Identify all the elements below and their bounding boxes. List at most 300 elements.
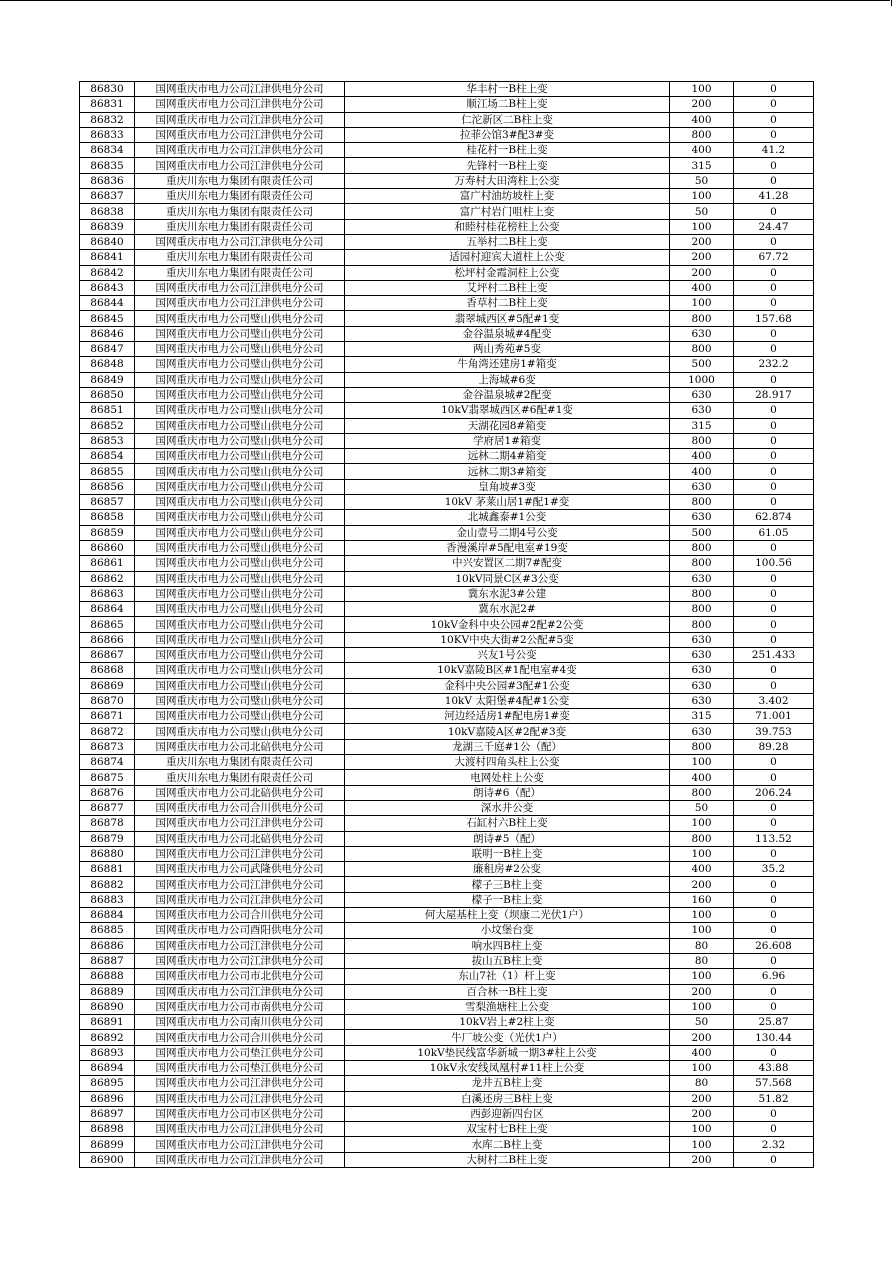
table-row bbox=[80, 219, 814, 234]
value-cell: 0 bbox=[734, 1106, 814, 1121]
transformer-name-cell: 仁沱新区二B柱上变 bbox=[345, 112, 670, 127]
table-row bbox=[80, 82, 814, 97]
capacity-cell: 630 bbox=[670, 663, 734, 678]
value-cell: 0 bbox=[734, 403, 814, 418]
row-id-cell: 86893 bbox=[80, 1045, 135, 1060]
transformer-name-cell: 雪梨渔塘柱上公变 bbox=[345, 999, 670, 1014]
transformer-name-cell: 香漫溪岸#5配电室#19变 bbox=[345, 540, 670, 555]
capacity-cell: 80 bbox=[670, 1076, 734, 1091]
table-row bbox=[80, 999, 814, 1014]
capacity-cell: 100 bbox=[670, 755, 734, 770]
transformer-name-cell: 富广村油坊坡柱上变 bbox=[345, 189, 670, 204]
row-id-cell: 86869 bbox=[80, 678, 135, 693]
row-id-cell: 86866 bbox=[80, 632, 135, 647]
capacity-cell: 400 bbox=[670, 280, 734, 295]
capacity-cell: 100 bbox=[670, 908, 734, 923]
value-cell: 0 bbox=[734, 602, 814, 617]
row-id-cell: 86880 bbox=[80, 846, 135, 861]
value-cell: 0 bbox=[734, 479, 814, 494]
company-cell: 国网重庆市电力公司酉阳供电分公司 bbox=[135, 923, 345, 938]
table-row bbox=[80, 1152, 814, 1167]
row-id-cell: 86864 bbox=[80, 602, 135, 617]
capacity-cell: 500 bbox=[670, 525, 734, 540]
transformer-name-cell: 10kV岩上#2柱上变 bbox=[345, 1015, 670, 1030]
row-id-cell: 86897 bbox=[80, 1106, 135, 1121]
value-cell: 89.28 bbox=[734, 739, 814, 754]
capacity-cell: 80 bbox=[670, 938, 734, 953]
value-cell: 0 bbox=[734, 571, 814, 586]
table-row bbox=[80, 755, 814, 770]
transformer-name-cell: 牛角湾还建房1#箱变 bbox=[345, 357, 670, 372]
table-row bbox=[80, 785, 814, 800]
value-cell: 6.96 bbox=[734, 969, 814, 984]
capacity-cell: 200 bbox=[670, 877, 734, 892]
transformer-name-cell: 金谷温泉城#4配变 bbox=[345, 326, 670, 341]
table-row bbox=[80, 403, 814, 418]
value-cell: 0 bbox=[734, 632, 814, 647]
transformer-name-cell: 顺江场二B柱上变 bbox=[345, 97, 670, 112]
value-cell: 0 bbox=[734, 617, 814, 632]
capacity-cell: 1000 bbox=[670, 372, 734, 387]
value-cell: 0 bbox=[734, 433, 814, 448]
company-cell: 国网重庆市电力公司璧山供电分公司 bbox=[135, 326, 345, 341]
table-row bbox=[80, 127, 814, 142]
value-cell: 0 bbox=[734, 296, 814, 311]
value-cell: 0 bbox=[734, 158, 814, 173]
transformer-name-cell: 翡翠城西区#5配#1变 bbox=[345, 311, 670, 326]
value-cell: 0 bbox=[734, 877, 814, 892]
table-row bbox=[80, 433, 814, 448]
company-cell: 国网重庆市电力公司璧山供电分公司 bbox=[135, 372, 345, 387]
transformer-name-cell: 10KV中央大街#2公配#5变 bbox=[345, 632, 670, 647]
capacity-cell: 100 bbox=[670, 1137, 734, 1152]
capacity-cell: 800 bbox=[670, 311, 734, 326]
transformer-name-cell: 先锋村一B柱上变 bbox=[345, 158, 670, 173]
transformer-name-cell: 拉菲公馆3#配3#变 bbox=[345, 127, 670, 142]
capacity-cell: 800 bbox=[670, 540, 734, 555]
transformer-name-cell: 和睦村桂花榜柱上公变 bbox=[345, 219, 670, 234]
value-cell: 57.568 bbox=[734, 1076, 814, 1091]
row-id-cell: 86883 bbox=[80, 892, 135, 907]
company-cell: 国网重庆市电力公司市南供电分公司 bbox=[135, 999, 345, 1014]
value-cell: 0 bbox=[734, 204, 814, 219]
transformer-name-cell: 中兴安置区二期7#配变 bbox=[345, 556, 670, 571]
capacity-cell: 100 bbox=[670, 189, 734, 204]
transformer-name-cell: 西彭迎新四台区 bbox=[345, 1106, 670, 1121]
capacity-cell: 630 bbox=[670, 693, 734, 708]
row-id-cell: 86900 bbox=[80, 1152, 135, 1167]
company-cell: 国网重庆市电力公司江津供电分公司 bbox=[135, 296, 345, 311]
value-cell: 0 bbox=[734, 923, 814, 938]
company-cell: 国网重庆市电力公司合川供电分公司 bbox=[135, 1030, 345, 1045]
row-id-cell: 86879 bbox=[80, 831, 135, 846]
row-id-cell: 86837 bbox=[80, 189, 135, 204]
transformer-name-cell: 石缸村六B柱上变 bbox=[345, 816, 670, 831]
transformer-table bbox=[79, 81, 814, 1168]
company-cell: 国网重庆市电力公司江津供电分公司 bbox=[135, 1091, 345, 1106]
table-row bbox=[80, 693, 814, 708]
transformer-name-cell: 大树村二B柱上变 bbox=[345, 1152, 670, 1167]
row-id-cell: 86884 bbox=[80, 908, 135, 923]
company-cell: 国网重庆市电力公司璧山供电分公司 bbox=[135, 433, 345, 448]
capacity-cell: 50 bbox=[670, 800, 734, 815]
table-row bbox=[80, 724, 814, 739]
transformer-name-cell: 两山秀苑#5变 bbox=[345, 342, 670, 357]
table-row bbox=[80, 1091, 814, 1106]
company-cell: 国网重庆市电力公司璧山供电分公司 bbox=[135, 556, 345, 571]
value-cell: 35.2 bbox=[734, 862, 814, 877]
row-id-cell: 86850 bbox=[80, 387, 135, 402]
value-cell: 0 bbox=[734, 342, 814, 357]
capacity-cell: 200 bbox=[670, 1091, 734, 1106]
row-id-cell: 86870 bbox=[80, 693, 135, 708]
transformer-name-cell: 拔山五B柱上变 bbox=[345, 953, 670, 968]
capacity-cell: 400 bbox=[670, 862, 734, 877]
company-cell: 国网重庆市电力公司璧山供电分公司 bbox=[135, 571, 345, 586]
capacity-cell: 100 bbox=[670, 816, 734, 831]
company-cell: 国网重庆市电力公司江津供电分公司 bbox=[135, 953, 345, 968]
value-cell: 0 bbox=[734, 173, 814, 188]
table-row bbox=[80, 97, 814, 112]
transformer-name-cell: 万寿村大田湾柱上公变 bbox=[345, 173, 670, 188]
value-cell: 28.917 bbox=[734, 387, 814, 402]
company-cell: 国网重庆市电力公司合川供电分公司 bbox=[135, 908, 345, 923]
capacity-cell: 800 bbox=[670, 433, 734, 448]
capacity-cell: 800 bbox=[670, 602, 734, 617]
row-id-cell: 86892 bbox=[80, 1030, 135, 1045]
row-id-cell: 86845 bbox=[80, 311, 135, 326]
capacity-cell: 315 bbox=[670, 158, 734, 173]
value-cell: 0 bbox=[734, 326, 814, 341]
company-cell: 国网重庆市电力公司璧山供电分公司 bbox=[135, 495, 345, 510]
value-cell: 67.72 bbox=[734, 250, 814, 265]
company-cell: 重庆川东电力集团有限责任公司 bbox=[135, 250, 345, 265]
capacity-cell: 100 bbox=[670, 999, 734, 1014]
table-row bbox=[80, 586, 814, 601]
table-row bbox=[80, 709, 814, 724]
company-cell: 国网重庆市电力公司市区供电分公司 bbox=[135, 1106, 345, 1121]
value-cell: 0 bbox=[734, 280, 814, 295]
row-id-cell: 86896 bbox=[80, 1091, 135, 1106]
value-cell: 0 bbox=[734, 372, 814, 387]
value-cell: 0 bbox=[734, 999, 814, 1014]
company-cell: 国网重庆市电力公司江津供电分公司 bbox=[135, 158, 345, 173]
transformer-name-cell: 五举村二B柱上变 bbox=[345, 234, 670, 249]
company-cell: 国网重庆市电力公司璧山供电分公司 bbox=[135, 311, 345, 326]
value-cell: 251.433 bbox=[734, 647, 814, 662]
table-row bbox=[80, 800, 814, 815]
capacity-cell: 315 bbox=[670, 418, 734, 433]
capacity-cell: 100 bbox=[670, 846, 734, 861]
transformer-name-cell: 檬子三B柱上变 bbox=[345, 877, 670, 892]
capacity-cell: 500 bbox=[670, 357, 734, 372]
capacity-cell: 630 bbox=[670, 571, 734, 586]
table-row bbox=[80, 663, 814, 678]
row-id-cell: 86868 bbox=[80, 663, 135, 678]
company-cell: 国网重庆市电力公司璧山供电分公司 bbox=[135, 678, 345, 693]
table-row bbox=[80, 816, 814, 831]
company-cell: 国网重庆市电力公司江津供电分公司 bbox=[135, 816, 345, 831]
value-cell: 206.24 bbox=[734, 785, 814, 800]
company-cell: 国网重庆市电力公司江津供电分公司 bbox=[135, 127, 345, 142]
row-id-cell: 86889 bbox=[80, 984, 135, 999]
value-cell: 0 bbox=[734, 846, 814, 861]
table-row bbox=[80, 173, 814, 188]
row-id-cell: 86831 bbox=[80, 97, 135, 112]
table-row bbox=[80, 678, 814, 693]
capacity-cell: 800 bbox=[670, 586, 734, 601]
table-row bbox=[80, 540, 814, 555]
row-id-cell: 86865 bbox=[80, 617, 135, 632]
transformer-name-cell: 10kV 太阳堡#4配#1公变 bbox=[345, 693, 670, 708]
table-row bbox=[80, 617, 814, 632]
value-cell: 2.32 bbox=[734, 1137, 814, 1152]
company-cell: 重庆川东电力集团有限责任公司 bbox=[135, 173, 345, 188]
company-cell: 国网重庆市电力公司江津供电分公司 bbox=[135, 1152, 345, 1167]
value-cell: 71.001 bbox=[734, 709, 814, 724]
company-cell: 国网重庆市电力公司江津供电分公司 bbox=[135, 1137, 345, 1152]
row-id-cell: 86856 bbox=[80, 479, 135, 494]
table-row bbox=[80, 647, 814, 662]
transformer-name-cell: 何大屋基柱上变（坝康二光伏1户） bbox=[345, 908, 670, 923]
row-id-cell: 86867 bbox=[80, 647, 135, 662]
table-row bbox=[80, 739, 814, 754]
transformer-name-cell: 桂花村一B柱上变 bbox=[345, 143, 670, 158]
value-cell: 157.68 bbox=[734, 311, 814, 326]
row-id-cell: 86838 bbox=[80, 204, 135, 219]
row-id-cell: 86834 bbox=[80, 143, 135, 158]
value-cell: 0 bbox=[734, 908, 814, 923]
company-cell: 国网重庆市电力公司北碚供电分公司 bbox=[135, 785, 345, 800]
transformer-name-cell: 朗诗#6（配） bbox=[345, 785, 670, 800]
company-cell: 国网重庆市电力公司江津供电分公司 bbox=[135, 97, 345, 112]
capacity-cell: 200 bbox=[670, 234, 734, 249]
transformer-name-cell: 东山7社（1）杆上变 bbox=[345, 969, 670, 984]
company-cell: 国网重庆市电力公司南川供电分公司 bbox=[135, 1015, 345, 1030]
value-cell: 0 bbox=[734, 663, 814, 678]
table-row bbox=[80, 953, 814, 968]
company-cell: 重庆川东电力集团有限责任公司 bbox=[135, 189, 345, 204]
capacity-cell: 800 bbox=[670, 831, 734, 846]
table-row bbox=[80, 464, 814, 479]
table-row bbox=[80, 923, 814, 938]
value-cell: 0 bbox=[734, 892, 814, 907]
row-id-cell: 86877 bbox=[80, 800, 135, 815]
transformer-name-cell: 冀东水泥2# bbox=[345, 602, 670, 617]
table-row bbox=[80, 938, 814, 953]
company-cell: 国网重庆市电力公司璧山供电分公司 bbox=[135, 387, 345, 402]
row-id-cell: 86876 bbox=[80, 785, 135, 800]
capacity-cell: 100 bbox=[670, 296, 734, 311]
row-id-cell: 86843 bbox=[80, 280, 135, 295]
value-cell: 62.874 bbox=[734, 510, 814, 525]
table-row bbox=[80, 495, 814, 510]
value-cell: 0 bbox=[734, 953, 814, 968]
table-row bbox=[80, 372, 814, 387]
value-cell: 0 bbox=[734, 1045, 814, 1060]
row-id-cell: 86858 bbox=[80, 510, 135, 525]
transformer-name-cell: 10kV翡翠城西区#6配#1变 bbox=[345, 403, 670, 418]
capacity-cell: 200 bbox=[670, 1106, 734, 1121]
transformer-name-cell: 龙井五B柱上变 bbox=[345, 1076, 670, 1091]
value-cell: 0 bbox=[734, 800, 814, 815]
row-id-cell: 86852 bbox=[80, 418, 135, 433]
company-cell: 国网重庆市电力公司璧山供电分公司 bbox=[135, 693, 345, 708]
value-cell: 100.56 bbox=[734, 556, 814, 571]
capacity-cell: 100 bbox=[670, 82, 734, 97]
value-cell: 26.608 bbox=[734, 938, 814, 953]
row-id-cell: 86878 bbox=[80, 816, 135, 831]
company-cell: 国网重庆市电力公司江津供电分公司 bbox=[135, 846, 345, 861]
table-row bbox=[80, 1030, 814, 1045]
capacity-cell: 200 bbox=[670, 1030, 734, 1045]
transformer-name-cell: 华丰村一B柱上变 bbox=[345, 82, 670, 97]
capacity-cell: 400 bbox=[670, 1045, 734, 1060]
capacity-cell: 80 bbox=[670, 953, 734, 968]
company-cell: 国网重庆市电力公司璧山供电分公司 bbox=[135, 357, 345, 372]
row-id-cell: 86899 bbox=[80, 1137, 135, 1152]
table-row bbox=[80, 342, 814, 357]
capacity-cell: 800 bbox=[670, 785, 734, 800]
table-row bbox=[80, 525, 814, 540]
transformer-name-cell: 10kV嘉陵B区#1配电室#4变 bbox=[345, 663, 670, 678]
transformer-name-cell: 朗诗#5（配） bbox=[345, 831, 670, 846]
table-row bbox=[80, 158, 814, 173]
capacity-cell: 200 bbox=[670, 250, 734, 265]
table-row bbox=[80, 326, 814, 341]
row-id-cell: 86874 bbox=[80, 755, 135, 770]
table-row bbox=[80, 143, 814, 158]
capacity-cell: 160 bbox=[670, 892, 734, 907]
row-id-cell: 86895 bbox=[80, 1076, 135, 1091]
company-cell: 国网重庆市电力公司璧山供电分公司 bbox=[135, 449, 345, 464]
transformer-name-cell: 百合林一B柱上变 bbox=[345, 984, 670, 999]
capacity-cell: 200 bbox=[670, 984, 734, 999]
transformer-name-cell: 松坪村金霞洞柱上公变 bbox=[345, 265, 670, 280]
table-row bbox=[80, 571, 814, 586]
capacity-cell: 50 bbox=[670, 1015, 734, 1030]
table-row bbox=[80, 280, 814, 295]
table-row bbox=[80, 510, 814, 525]
value-cell: 0 bbox=[734, 1122, 814, 1137]
table-row bbox=[80, 770, 814, 785]
row-id-cell: 86891 bbox=[80, 1015, 135, 1030]
value-cell: 61.05 bbox=[734, 525, 814, 540]
transformer-name-cell: 远林二期3#箱变 bbox=[345, 464, 670, 479]
table-row bbox=[80, 556, 814, 571]
row-id-cell: 86840 bbox=[80, 234, 135, 249]
capacity-cell: 630 bbox=[670, 632, 734, 647]
company-cell: 国网重庆市电力公司合川供电分公司 bbox=[135, 800, 345, 815]
value-cell: 0 bbox=[734, 97, 814, 112]
company-cell: 国网重庆市电力公司江津供电分公司 bbox=[135, 143, 345, 158]
row-id-cell: 86851 bbox=[80, 403, 135, 418]
transformer-name-cell: 香草村二B柱上变 bbox=[345, 296, 670, 311]
capacity-cell: 800 bbox=[670, 556, 734, 571]
company-cell: 国网重庆市电力公司江津供电分公司 bbox=[135, 280, 345, 295]
value-cell: 43.88 bbox=[734, 1061, 814, 1076]
capacity-cell: 100 bbox=[670, 923, 734, 938]
row-id-cell: 86890 bbox=[80, 999, 135, 1014]
value-cell: 39.753 bbox=[734, 724, 814, 739]
transformer-name-cell: 联明一B柱上变 bbox=[345, 846, 670, 861]
row-id-cell: 86875 bbox=[80, 770, 135, 785]
transformer-name-cell: 北城鑫泰#1公变 bbox=[345, 510, 670, 525]
transformer-name-cell: 兴友1号公变 bbox=[345, 647, 670, 662]
row-id-cell: 86882 bbox=[80, 877, 135, 892]
table-row bbox=[80, 862, 814, 877]
company-cell: 国网重庆市电力公司璧山供电分公司 bbox=[135, 525, 345, 540]
transformer-name-cell: 10kV同景C区#3公变 bbox=[345, 571, 670, 586]
value-cell: 0 bbox=[734, 112, 814, 127]
row-id-cell: 86848 bbox=[80, 357, 135, 372]
row-id-cell: 86854 bbox=[80, 449, 135, 464]
company-cell: 重庆川东电力集团有限责任公司 bbox=[135, 770, 345, 785]
value-cell: 0 bbox=[734, 816, 814, 831]
table-row bbox=[80, 969, 814, 984]
company-cell: 国网重庆市电力公司璧山供电分公司 bbox=[135, 632, 345, 647]
capacity-cell: 400 bbox=[670, 464, 734, 479]
transformer-name-cell: 牛厂坡公变（光伏1户） bbox=[345, 1030, 670, 1045]
company-cell: 国网重庆市电力公司璧山供电分公司 bbox=[135, 418, 345, 433]
value-cell: 0 bbox=[734, 234, 814, 249]
capacity-cell: 400 bbox=[670, 770, 734, 785]
capacity-cell: 630 bbox=[670, 724, 734, 739]
transformer-name-cell: 龙湖三千庭#1公（配） bbox=[345, 739, 670, 754]
row-id-cell: 86862 bbox=[80, 571, 135, 586]
capacity-cell: 630 bbox=[670, 678, 734, 693]
table-row bbox=[80, 1106, 814, 1121]
company-cell: 国网重庆市电力公司江津供电分公司 bbox=[135, 938, 345, 953]
table-row bbox=[80, 984, 814, 999]
company-cell: 国网重庆市电力公司璧山供电分公司 bbox=[135, 342, 345, 357]
transformer-name-cell: 双宝村七B柱上变 bbox=[345, 1122, 670, 1137]
company-cell: 重庆川东电力集团有限责任公司 bbox=[135, 265, 345, 280]
transformer-name-cell: 10kV永安线凤凰村#11柱上公变 bbox=[345, 1061, 670, 1076]
table-row bbox=[80, 250, 814, 265]
company-cell: 国网重庆市电力公司璧山供电分公司 bbox=[135, 479, 345, 494]
company-cell: 国网重庆市电力公司垫江供电分公司 bbox=[135, 1045, 345, 1060]
capacity-cell: 630 bbox=[670, 403, 734, 418]
transformer-name-cell: 深水井公变 bbox=[345, 800, 670, 815]
capacity-cell: 630 bbox=[670, 479, 734, 494]
value-cell: 0 bbox=[734, 449, 814, 464]
row-id-cell: 86842 bbox=[80, 265, 135, 280]
transformer-name-cell: 檬子一B柱上变 bbox=[345, 892, 670, 907]
transformer-name-cell: 小坟堡台变 bbox=[345, 923, 670, 938]
value-cell: 130.44 bbox=[734, 1030, 814, 1045]
capacity-cell: 100 bbox=[670, 219, 734, 234]
row-id-cell: 86857 bbox=[80, 495, 135, 510]
capacity-cell: 800 bbox=[670, 342, 734, 357]
company-cell: 国网重庆市电力公司璧山供电分公司 bbox=[135, 540, 345, 555]
transformer-name-cell: 白溪还房三B柱上变 bbox=[345, 1091, 670, 1106]
value-cell: 0 bbox=[734, 495, 814, 510]
company-cell: 重庆川东电力集团有限责任公司 bbox=[135, 755, 345, 770]
company-cell: 国网重庆市电力公司璧山供电分公司 bbox=[135, 586, 345, 601]
company-cell: 国网重庆市电力公司江津供电分公司 bbox=[135, 1122, 345, 1137]
row-id-cell: 86847 bbox=[80, 342, 135, 357]
table-row bbox=[80, 311, 814, 326]
table-row bbox=[80, 1076, 814, 1091]
company-cell: 国网重庆市电力公司江津供电分公司 bbox=[135, 984, 345, 999]
value-cell: 0 bbox=[734, 1152, 814, 1167]
row-id-cell: 86860 bbox=[80, 540, 135, 555]
row-id-cell: 86872 bbox=[80, 724, 135, 739]
row-id-cell: 86846 bbox=[80, 326, 135, 341]
row-id-cell: 86887 bbox=[80, 953, 135, 968]
company-cell: 国网重庆市电力公司江津供电分公司 bbox=[135, 877, 345, 892]
